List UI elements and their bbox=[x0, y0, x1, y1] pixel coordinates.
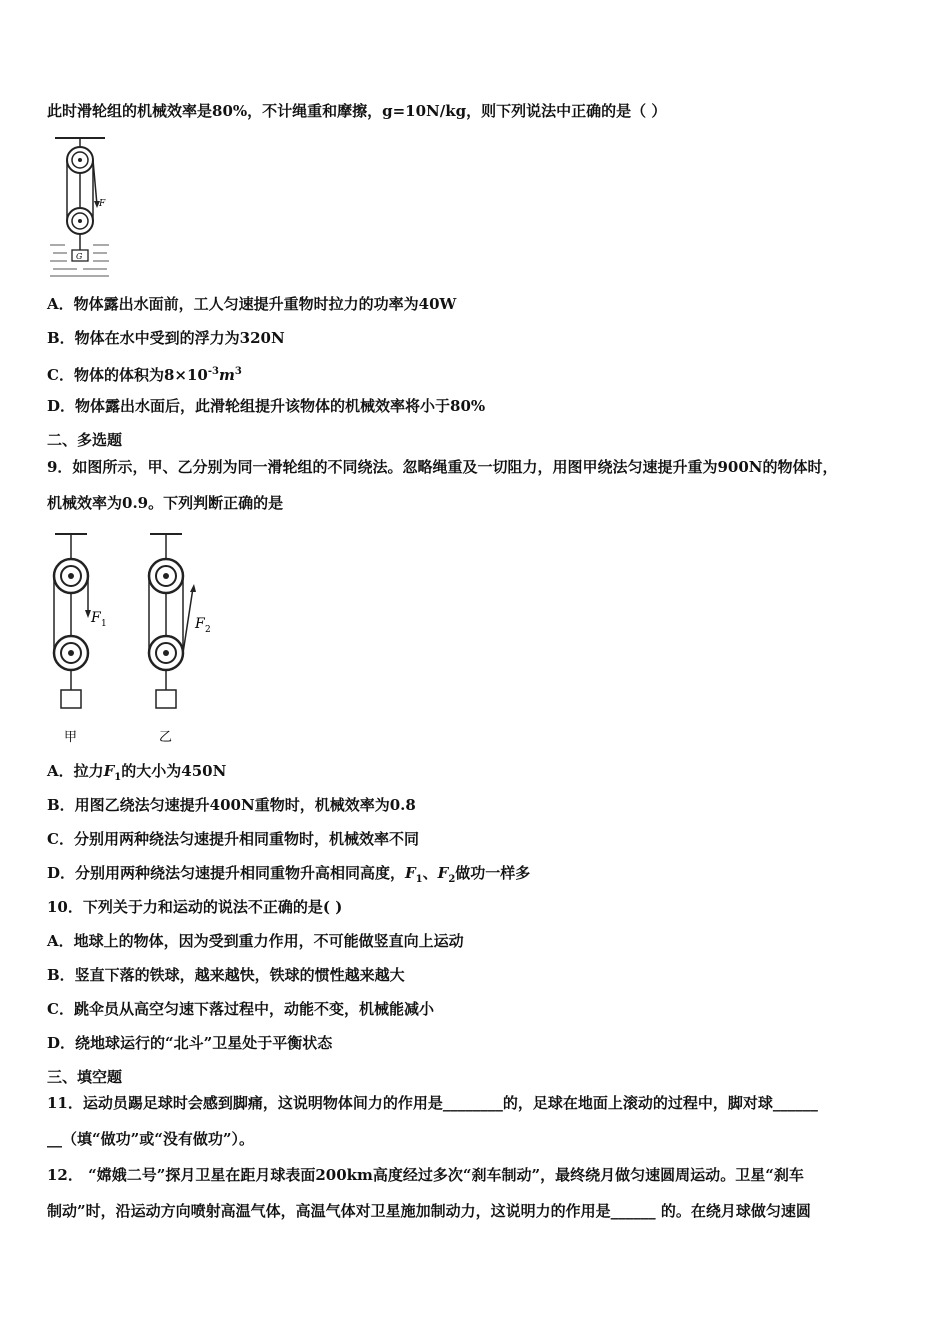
q9-option-d-sub2: 2 bbox=[448, 874, 456, 885]
q9-option-a-post: 的大小为450N bbox=[121, 762, 227, 780]
q9-jia-label: 甲 bbox=[64, 730, 78, 745]
q9-option-d-var2: F bbox=[437, 864, 449, 882]
q8-figure bbox=[47, 133, 117, 278]
q9-option-d-var1: F bbox=[405, 864, 416, 882]
q8-stem: 此时滑轮组的机械效率是80%，不计绳重和摩擦，g=10N/kg，则下列说法中正确的是（ ） bbox=[47, 102, 667, 120]
q8-option-c-exponent: -3 bbox=[207, 366, 219, 377]
q9-stem-line1: 9．如图所示，甲、乙分别为同一滑轮组的不同绕法。忽略绳重及一切阻力，用图甲绕法匀速提升重为900N的物体时， bbox=[47, 458, 838, 476]
q9-option-d-sub1: 1 bbox=[415, 874, 423, 885]
q10-option-b: B．竖直下落的铁球，越来越快，铁球的惯性越来越大 bbox=[47, 966, 405, 984]
q9-option-d-post: 做功一样多 bbox=[455, 864, 531, 882]
q10-stem: 10．下列关于力和运动的说法不正确的是( ) bbox=[47, 898, 343, 916]
q11-line2: __（填“做功”或“没有做功”）。 bbox=[47, 1130, 255, 1148]
q9-f1-label: F bbox=[91, 610, 101, 626]
q9-yi-label: 乙 bbox=[159, 730, 173, 745]
section-heading-multi-choice: 二、多选题 bbox=[47, 431, 123, 449]
q9-figure bbox=[47, 528, 227, 748]
q9-f2-label: F bbox=[195, 616, 205, 632]
q9-option-a-sub: 1 bbox=[114, 772, 122, 783]
q10-option-c: C．跳伞员从高空匀速下落过程中，动能不变，机械能减小 bbox=[47, 1000, 434, 1018]
q8-option-c bbox=[47, 362, 242, 385]
q9-f2-sub: 2 bbox=[205, 625, 211, 635]
q8-option-c-text: C．物体的体积为8×10 bbox=[47, 366, 208, 384]
q10-option-d: D．绕地球运行的“北斗”卫星处于平衡状态 bbox=[47, 1034, 333, 1052]
q9-option-d-mid: 、 bbox=[422, 864, 438, 882]
q8-pulley-diagram bbox=[47, 133, 117, 278]
q8-option-d: D．物体露出水面后，此滑轮组提升该物体的机械效率将小于80% bbox=[47, 397, 486, 415]
q8-object-label: G bbox=[76, 252, 83, 261]
q9-option-d bbox=[47, 863, 530, 890]
q9-pulley-diagram bbox=[47, 528, 227, 748]
q9-option-b: B．用图乙绕法匀速提升400N重物时，机械效率为0.8 bbox=[47, 796, 416, 814]
q11-line1: 11．运动员踢足球时会感到脚痛，这说明物体间力的作用是________的，足球在地面上滚动的过程中，脚对球______ bbox=[47, 1094, 818, 1112]
q8-option-c-unit: m bbox=[218, 366, 235, 384]
q9-option-d-pre: D．分别用两种绕法匀速提升相同重物升高相同高度， bbox=[47, 864, 406, 882]
q8-force-label: F bbox=[99, 199, 106, 209]
q9-option-c: C．分别用两种绕法匀速提升相同重物时，机械效率不同 bbox=[47, 830, 419, 848]
q12-line1: 12． “嫦娥二号”探月卫星在距月球表面200km高度经过多次“刹车制动”，最终绕月做匀速圆周运动。卫星“刹车 bbox=[47, 1166, 804, 1184]
q8-option-a: A．物体露出水面前，工人匀速提升重物时拉力的功率为40W bbox=[47, 295, 457, 313]
section-heading-fill-blank: 三、填空题 bbox=[47, 1068, 123, 1086]
q12-line2: 制动”时，沿运动方向喷射高温气体，高温气体对卫星施加制动力，这说明力的作用是______ 的。在绕月球做匀速圆 bbox=[47, 1202, 811, 1220]
q8-option-c-unit-exponent: 3 bbox=[234, 366, 242, 377]
q9-option-a bbox=[47, 761, 226, 788]
q8-option-b: B．物体在水中受到的浮力为320N bbox=[47, 329, 285, 347]
q10-option-a: A．地球上的物体，因为受到重力作用，不可能做竖直向上运动 bbox=[47, 932, 464, 950]
q9-stem-line2: 机械效率为0.9。下列判断正确的是 bbox=[47, 494, 284, 512]
q9-option-a-pre: A．拉力 bbox=[47, 762, 104, 780]
q9-option-a-var: F bbox=[103, 762, 115, 780]
q9-f1-sub: 1 bbox=[101, 619, 107, 629]
